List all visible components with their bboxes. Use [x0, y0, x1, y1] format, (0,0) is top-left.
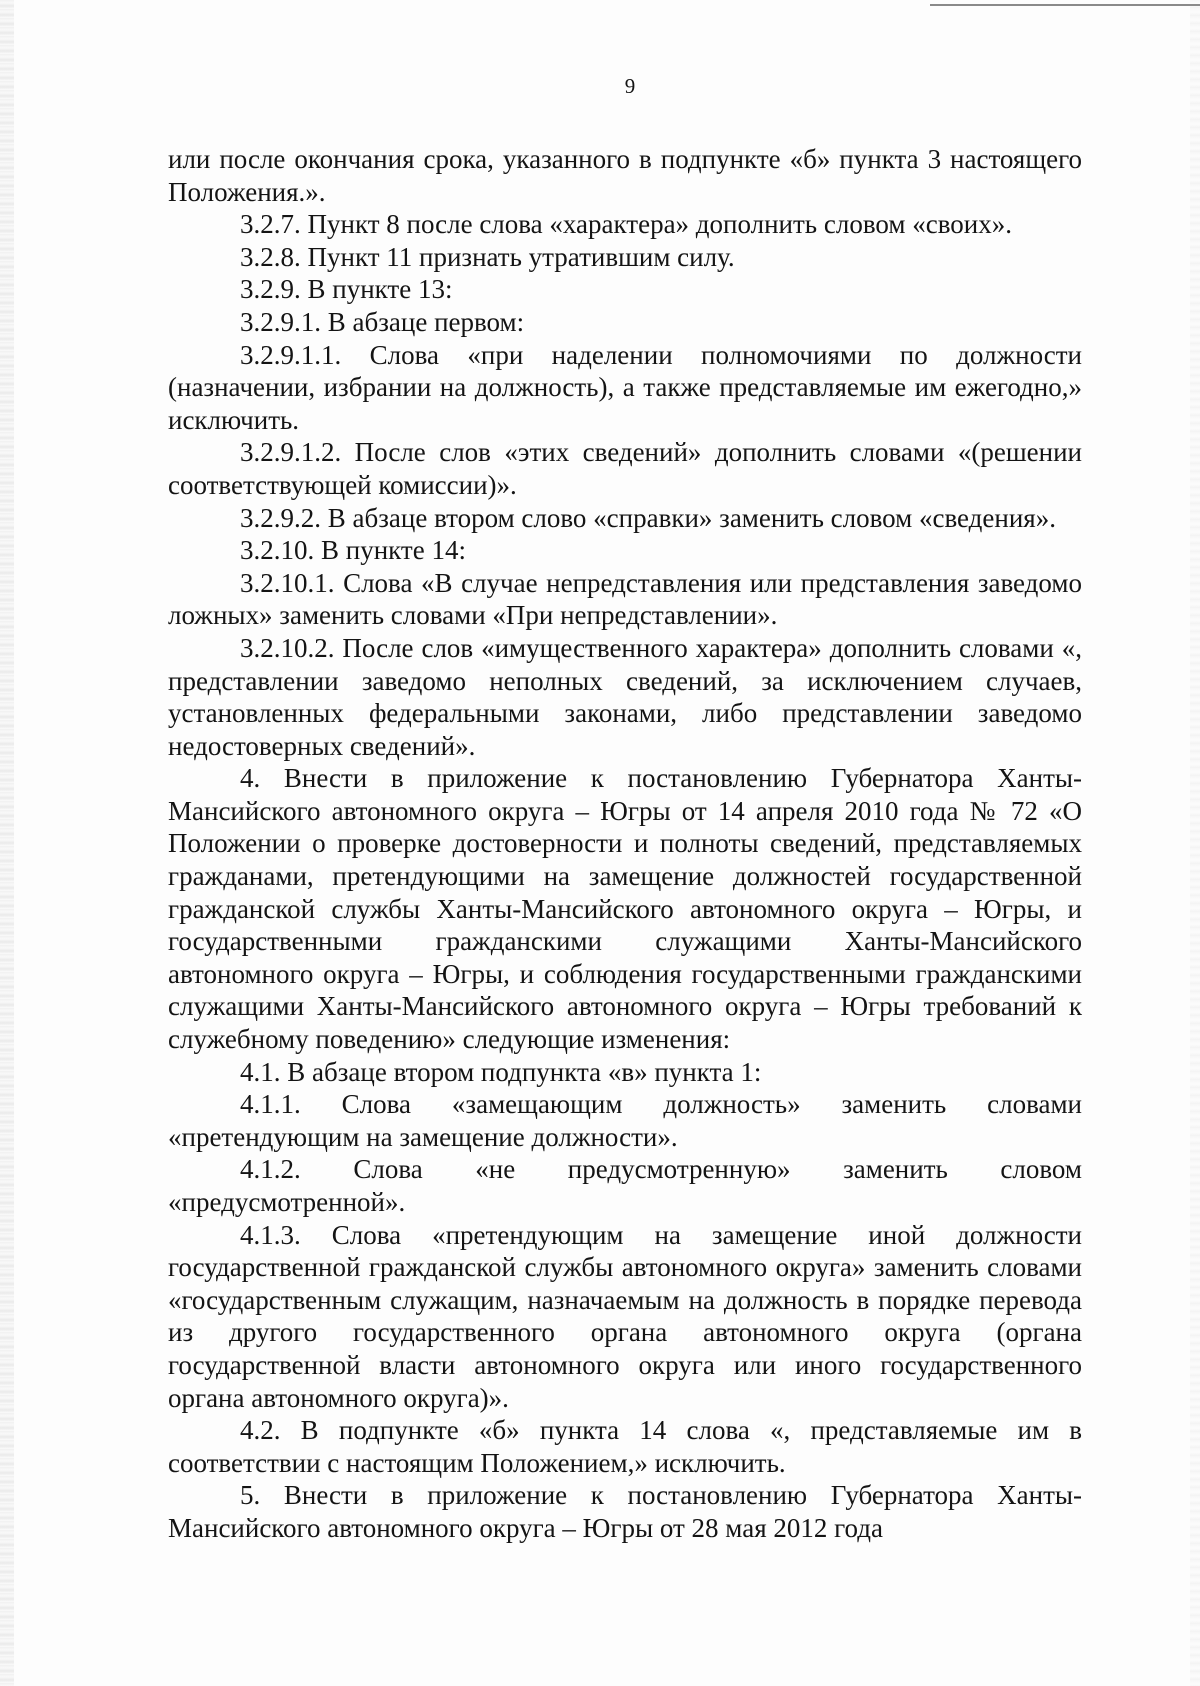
page-number: 9	[624, 74, 636, 98]
paragraph: 3.2.9.1. В абзаце первом:	[240, 306, 525, 337]
paragraph: 3.2.10. В пункте 14:	[240, 535, 466, 566]
scan-right-edge	[1190, 0, 1200, 1686]
paragraph: 5. Внести в приложение к постановлению Губернатора Ханты-Мансийского автономного округа – Югры от 28 мая 2012 года	[168, 1480, 1082, 1543]
scan-left-edge	[0, 0, 14, 1686]
paragraph: 3.2.9.2. В абзаце втором слово «справки» заменить словом «сведения».	[240, 502, 1056, 533]
paragraph: 3.2.9.1.1. Слова «при наделении полномочиями по должности (назначении, избрании на должность), а также представляемые им ежегодно,» исключить.	[168, 339, 1082, 435]
paragraph: 4.1.2. Слова «не предусмотренную» заменить словом «предусмотренной».	[168, 1154, 1082, 1217]
paragraph: 3.2.9. В пункте 13:	[240, 274, 453, 305]
paragraph: 3.2.8. Пункт 11 признать утратившим силу.	[240, 241, 735, 272]
paragraph: 4.1. В абзаце втором подпункта «в» пункта 1:	[240, 1056, 762, 1087]
paragraph: 4.1.1. Слова «замещающим должность» заменить словами «претендующим на замещение должности».	[168, 1089, 1082, 1152]
top-scan-line	[930, 4, 1200, 6]
paragraph: 4. Внести в приложение к постановлению Губернатора Ханты-Мансийского автономного округа – Югры от 14 апреля 2010 года № 72 «О Положении о проверке достоверности и полноты сведений, представляемых гражданами, претендующими на замещение должностей государственной гражданской службы Ханты-Мансийского автономного округа – Югры, и государственными гражданскими служащими Ханты-Мансийского автономного округа – Югры, и соблюдения государственными гражданскими служащими Ханты-Мансийского автономного округа – Югры требований к служебному поведению» следующие изменения:	[168, 763, 1082, 1055]
paragraph: 4.2. В подпункте «б» пункта 14 слова «, представляемые им в соответствии с настоящим Положением,» исключить.	[168, 1415, 1082, 1478]
paragraph: 3.2.10.1. Слова «В случае непредставления или представления заведомо ложных» заменить словами «При непредставлении».	[168, 567, 1082, 631]
paragraph: или после окончания срока, указанного в подпункте «б» пункта 3 настоящего Положения.».	[168, 144, 1082, 207]
paragraph: 3.2.7. Пункт 8 после слова «характера» дополнить словом «своих».	[240, 209, 1012, 240]
document-body	[168, 143, 1082, 1545]
paragraph: 4.1.3. Слова «претендующим на замещение иной должности государственной гражданской службы автономного округа» заменить словами «государственным служащим, назначаемым на должность в порядке перевода из другого государственного органа автономного округа (органа государственной власти автономного округа или иного государственного органа автономного округа)».	[168, 1219, 1082, 1413]
paragraph: 3.2.9.1.2. После слов «этих сведений» дополнить словами «(решении соответствующей комиссии)».	[168, 437, 1082, 500]
paragraph: 3.2.10.2. После слов «имущественного характера» дополнить словами «, представлении заведомо неполных сведений, за исключением случаев, установленных федеральными законами, либо представлении заведомо недостоверных сведений».	[168, 632, 1082, 761]
